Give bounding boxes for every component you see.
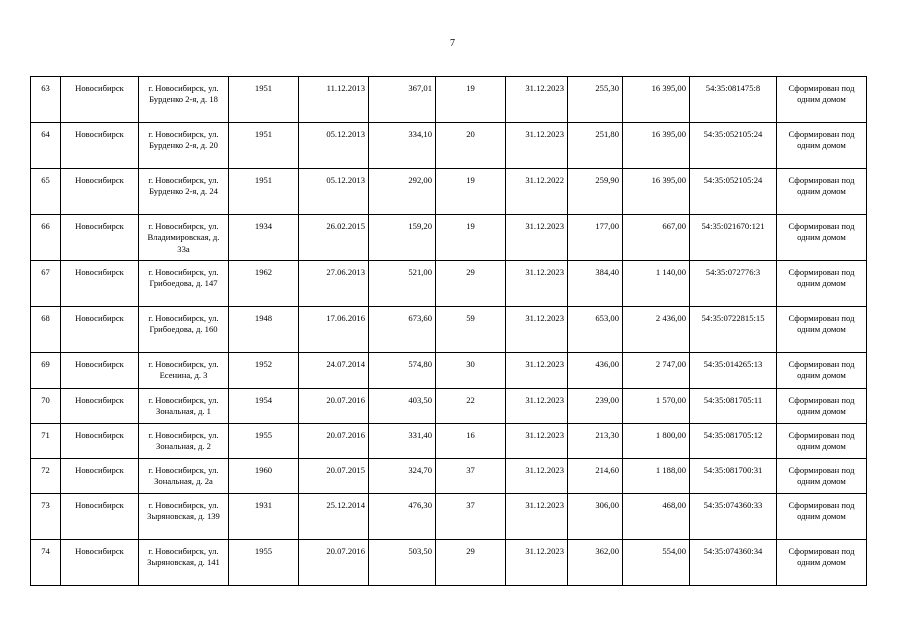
row-number: 64 [31, 123, 61, 169]
area-cell: 239,00 [568, 389, 623, 424]
row-number: 73 [31, 494, 61, 540]
cadastral-number-cell: 54:35:0722815:15 [690, 307, 777, 353]
cadastral-number-cell: 54:35:052105:24 [690, 123, 777, 169]
area-cell: 306,00 [568, 494, 623, 540]
deadline-date-cell: 31.12.2023 [506, 424, 568, 459]
date-cell: 05.12.2013 [299, 169, 369, 215]
row-number: 74 [31, 540, 61, 586]
status-cell: Сформирован под одним домом [777, 215, 867, 261]
build-year-cell: 1952 [229, 353, 299, 389]
area-cell: 331,40 [369, 424, 436, 459]
cost-cell: 16 395,00 [623, 169, 690, 215]
table-row [31, 389, 867, 424]
area-cell: 324,70 [369, 459, 436, 494]
date-cell: 24.07.2014 [299, 353, 369, 389]
city-cell: Новосибирск [61, 424, 139, 459]
date-cell: 17.06.2016 [299, 307, 369, 353]
cadastral-number-cell: 54:35:074360:34 [690, 540, 777, 586]
build-year-cell: 1962 [229, 261, 299, 307]
build-year-cell: 1955 [229, 424, 299, 459]
city-cell: Новосибирск [61, 123, 139, 169]
city-cell: Новосибирск [61, 494, 139, 540]
address-cell: г. Новосибирск, ул. Зональная, д. 1 [139, 389, 229, 424]
row-number: 66 [31, 215, 61, 261]
area-cell: 574,80 [369, 353, 436, 389]
city-cell: Новосибирск [61, 261, 139, 307]
area-cell: 521,00 [369, 261, 436, 307]
cadastral-number-cell: 54:35:074360:33 [690, 494, 777, 540]
cadastral-number-cell: 54:35:021670:121 [690, 215, 777, 261]
deadline-date-cell: 31.12.2023 [506, 215, 568, 261]
status-cell: Сформирован под одним домом [777, 307, 867, 353]
city-cell: Новосибирск [61, 389, 139, 424]
count-cell: 19 [436, 77, 506, 123]
cost-cell: 1 800,00 [623, 424, 690, 459]
count-cell: 20 [436, 123, 506, 169]
cost-cell: 1 188,00 [623, 459, 690, 494]
build-year-cell: 1951 [229, 169, 299, 215]
count-cell: 29 [436, 540, 506, 586]
date-cell: 25.12.2014 [299, 494, 369, 540]
cadastral-number-cell: 54:35:081475:8 [690, 77, 777, 123]
area-cell: 362,00 [568, 540, 623, 586]
address-cell: г. Новосибирск, ул. Владимировская, д. 33а [139, 215, 229, 261]
status-cell: Сформирован под одним домом [777, 424, 867, 459]
count-cell: 29 [436, 261, 506, 307]
city-cell: Новосибирск [61, 169, 139, 215]
area-cell: 334,10 [369, 123, 436, 169]
table-row [31, 77, 867, 123]
build-year-cell: 1948 [229, 307, 299, 353]
cost-cell: 667,00 [623, 215, 690, 261]
date-cell: 26.02.2015 [299, 215, 369, 261]
table-row [31, 540, 867, 586]
address-cell: г. Новосибирск, ул. Бурденко 2-я, д. 18 [139, 77, 229, 123]
status-cell: Сформирован под одним домом [777, 261, 867, 307]
count-cell: 59 [436, 307, 506, 353]
address-cell: г. Новосибирск, ул. Зональная, д. 2 [139, 424, 229, 459]
status-cell: Сформирован под одним домом [777, 169, 867, 215]
area-cell: 177,00 [568, 215, 623, 261]
row-number: 72 [31, 459, 61, 494]
deadline-date-cell: 31.12.2023 [506, 261, 568, 307]
area-cell: 214,60 [568, 459, 623, 494]
deadline-date-cell: 31.12.2023 [506, 389, 568, 424]
cost-cell: 468,00 [623, 494, 690, 540]
date-cell: 20.07.2016 [299, 389, 369, 424]
deadline-date-cell: 31.12.2023 [506, 353, 568, 389]
status-cell: Сформирован под одним домом [777, 459, 867, 494]
build-year-cell: 1934 [229, 215, 299, 261]
housing-registry-table [30, 76, 867, 586]
cost-cell: 554,00 [623, 540, 690, 586]
status-cell: Сформирован под одним домом [777, 123, 867, 169]
status-cell: Сформирован под одним домом [777, 389, 867, 424]
address-cell: г. Новосибирск, ул. Грибоедова, д. 147 [139, 261, 229, 307]
build-year-cell: 1954 [229, 389, 299, 424]
address-cell: г. Новосибирск, ул. Есенина, д. 3 [139, 353, 229, 389]
deadline-date-cell: 31.12.2023 [506, 123, 568, 169]
count-cell: 37 [436, 494, 506, 540]
table-row [31, 494, 867, 540]
cadastral-number-cell: 54:35:052105:24 [690, 169, 777, 215]
city-cell: Новосибирск [61, 459, 139, 494]
count-cell: 19 [436, 215, 506, 261]
address-cell: г. Новосибирск, ул. Зыряновская, д. 141 [139, 540, 229, 586]
table-row [31, 307, 867, 353]
area-cell: 653,00 [568, 307, 623, 353]
cadastral-number-cell: 54:35:081705:11 [690, 389, 777, 424]
count-cell: 37 [436, 459, 506, 494]
count-cell: 19 [436, 169, 506, 215]
area-cell: 255,30 [568, 77, 623, 123]
deadline-date-cell: 31.12.2022 [506, 169, 568, 215]
area-cell: 403,50 [369, 389, 436, 424]
build-year-cell: 1951 [229, 77, 299, 123]
deadline-date-cell: 31.12.2023 [506, 307, 568, 353]
date-cell: 20.07.2016 [299, 540, 369, 586]
status-cell: Сформирован под одним домом [777, 77, 867, 123]
address-cell: г. Новосибирск, ул. Грибоедова, д. 160 [139, 307, 229, 353]
area-cell: 436,00 [568, 353, 623, 389]
row-number: 65 [31, 169, 61, 215]
area-cell: 503,50 [369, 540, 436, 586]
build-year-cell: 1931 [229, 494, 299, 540]
build-year-cell: 1960 [229, 459, 299, 494]
cost-cell: 1 570,00 [623, 389, 690, 424]
row-number: 71 [31, 424, 61, 459]
area-cell: 367,01 [369, 77, 436, 123]
row-number: 68 [31, 307, 61, 353]
count-cell: 30 [436, 353, 506, 389]
date-cell: 05.12.2013 [299, 123, 369, 169]
table-row [31, 353, 867, 389]
address-cell: г. Новосибирск, ул. Бурденко 2-я, д. 24 [139, 169, 229, 215]
build-year-cell: 1955 [229, 540, 299, 586]
deadline-date-cell: 31.12.2023 [506, 494, 568, 540]
count-cell: 22 [436, 389, 506, 424]
cost-cell: 2 747,00 [623, 353, 690, 389]
status-cell: Сформирован под одним домом [777, 540, 867, 586]
table-row [31, 424, 867, 459]
city-cell: Новосибирск [61, 540, 139, 586]
page-number: 7 [450, 38, 455, 49]
table-row [31, 215, 867, 261]
deadline-date-cell: 31.12.2023 [506, 540, 568, 586]
deadline-date-cell: 31.12.2023 [506, 77, 568, 123]
date-cell: 20.07.2016 [299, 424, 369, 459]
cost-cell: 16 395,00 [623, 123, 690, 169]
area-cell: 384,40 [568, 261, 623, 307]
city-cell: Новосибирск [61, 215, 139, 261]
area-cell: 259,90 [568, 169, 623, 215]
area-cell: 292,00 [369, 169, 436, 215]
row-number: 69 [31, 353, 61, 389]
row-number: 63 [31, 77, 61, 123]
deadline-date-cell: 31.12.2023 [506, 459, 568, 494]
cadastral-number-cell: 54:35:081700:31 [690, 459, 777, 494]
area-cell: 251,80 [568, 123, 623, 169]
area-cell: 159,20 [369, 215, 436, 261]
row-number: 67 [31, 261, 61, 307]
area-cell: 213,30 [568, 424, 623, 459]
address-cell: г. Новосибирск, ул. Бурденко 2-я, д. 20 [139, 123, 229, 169]
table-row [31, 123, 867, 169]
cost-cell: 16 395,00 [623, 77, 690, 123]
cadastral-number-cell: 54:35:014265:13 [690, 353, 777, 389]
date-cell: 27.06.2013 [299, 261, 369, 307]
address-cell: г. Новосибирск, ул. Зыряновская, д. 139 [139, 494, 229, 540]
address-cell: г. Новосибирск, ул. Зональная, д. 2а [139, 459, 229, 494]
build-year-cell: 1951 [229, 123, 299, 169]
cost-cell: 2 436,00 [623, 307, 690, 353]
table-row [31, 459, 867, 494]
date-cell: 11.12.2013 [299, 77, 369, 123]
date-cell: 20.07.2015 [299, 459, 369, 494]
cadastral-number-cell: 54:35:072776:3 [690, 261, 777, 307]
count-cell: 16 [436, 424, 506, 459]
status-cell: Сформирован под одним домом [777, 353, 867, 389]
row-number: 70 [31, 389, 61, 424]
status-cell: Сформирован под одним домом [777, 494, 867, 540]
cost-cell: 1 140,00 [623, 261, 690, 307]
cadastral-number-cell: 54:35:081705:12 [690, 424, 777, 459]
city-cell: Новосибирск [61, 77, 139, 123]
table-row [31, 169, 867, 215]
city-cell: Новосибирск [61, 307, 139, 353]
area-cell: 673,60 [369, 307, 436, 353]
area-cell: 476,30 [369, 494, 436, 540]
table-row [31, 261, 867, 307]
table-body [31, 77, 867, 586]
city-cell: Новосибирск [61, 353, 139, 389]
